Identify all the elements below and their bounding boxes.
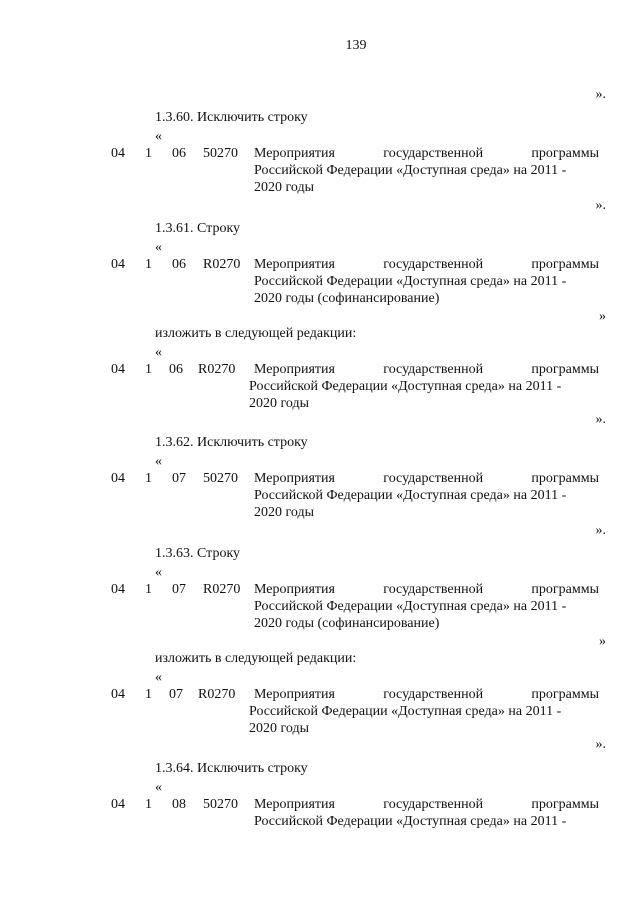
closing-quote: ». [595,87,606,102]
closing-quote: ». [595,523,606,538]
code-section: 04 [111,687,125,702]
code-chapter: 07 [172,471,186,486]
code-section: 04 [111,146,125,161]
description-line: 2020 годы [249,721,310,736]
code-subsection: 1 [145,582,152,597]
description-line: Российской Федерации «Доступная среда» на 2011 - [249,379,562,394]
code-target: 50270 [203,471,238,486]
table-row [0,581,640,632]
description-line: 2020 годы [254,505,315,520]
opening-quote: « [155,240,162,255]
description-line: Мероприятия государственной программы [254,797,599,812]
code-chapter: 07 [172,582,186,597]
row-description [249,361,599,412]
code-subsection: 1 [145,146,152,161]
description-line: 2020 годы [249,396,310,411]
description-line: Российской Федерации «Доступная среда» на 2011 - [254,488,567,503]
code-subsection: 1 [145,257,152,272]
code-chapter: 07 [169,687,183,702]
description-line: Российской Федерации «Доступная среда» на 2011 - [254,814,567,829]
instruction-text: 1.3.62. Исключить строку [155,435,308,450]
description-line: Российской Федерации «Доступная среда» на 2011 - [254,274,567,289]
description-line: Российской Федерации «Доступная среда» на 2011 - [254,599,567,614]
code-target: R0270 [203,582,241,597]
row-description [254,145,599,196]
code-subsection: 1 [145,471,152,486]
table-row [0,470,640,521]
code-section: 04 [111,257,125,272]
instruction-text: изложить в следующей редакции: [155,651,357,666]
row-description [254,256,599,307]
code-section: 04 [111,797,125,812]
code-target: R0270 [198,687,236,702]
instruction-text: 1.3.61. Строку [155,221,241,236]
table-row [0,686,640,737]
opening-quote: « [155,345,162,360]
code-target: R0270 [198,362,236,377]
description-line: Мероприятия государственной программы [254,257,599,272]
table-row [0,256,640,307]
description-line: Мероприятия государственной программы [254,582,599,597]
code-section: 04 [111,471,125,486]
code-subsection: 1 [145,687,152,702]
description-line: Российской Федерации «Доступная среда» на 2011 - [254,163,567,178]
code-chapter: 06 [172,146,186,161]
opening-quote: « [155,565,162,580]
description-line: 2020 годы [254,180,315,195]
table-row [0,361,640,412]
code-subsection: 1 [145,797,152,812]
row-description [254,581,599,632]
description-line: Мероприятия государственной программы [254,471,599,486]
closing-quote: ». [595,737,606,752]
table-row [0,796,640,847]
description-line: Мероприятия государственной программы [254,146,599,161]
description-line: 2020 годы (софинансирование) [254,616,440,631]
table-row [0,145,640,196]
opening-quote: « [155,454,162,469]
code-target: R0270 [203,257,241,272]
description-line: Мероприятия государственной программы [254,362,599,377]
instruction-text: 1.3.60. Исключить строку [155,110,308,125]
page-number: 139 [345,38,367,53]
opening-quote: « [155,129,162,144]
description-line: Российской Федерации «Доступная среда» на 2011 - [249,704,562,719]
code-subsection: 1 [145,362,152,377]
opening-quote: « [155,670,162,685]
code-target: 50270 [203,146,238,161]
closing-quote: » [599,634,606,649]
row-description [254,470,599,521]
row-description [249,686,599,737]
closing-quote: » [599,309,606,324]
opening-quote: « [155,780,162,795]
code-target: 50270 [203,797,238,812]
code-chapter: 06 [169,362,183,377]
instruction-text: 1.3.63. Строку [155,546,241,561]
instruction-text: 1.3.64. Исключить строку [155,761,308,776]
description-line: Мероприятия государственной программы [254,687,599,702]
code-chapter: 06 [172,257,186,272]
closing-quote: ». [595,412,606,427]
code-section: 04 [111,582,125,597]
row-description [254,796,599,830]
code-section: 04 [111,362,125,377]
description-line: 2020 годы (софинансирование) [254,291,440,306]
code-chapter: 08 [172,797,186,812]
closing-quote: ». [595,198,606,213]
instruction-text: изложить в следующей редакции: [155,326,357,341]
